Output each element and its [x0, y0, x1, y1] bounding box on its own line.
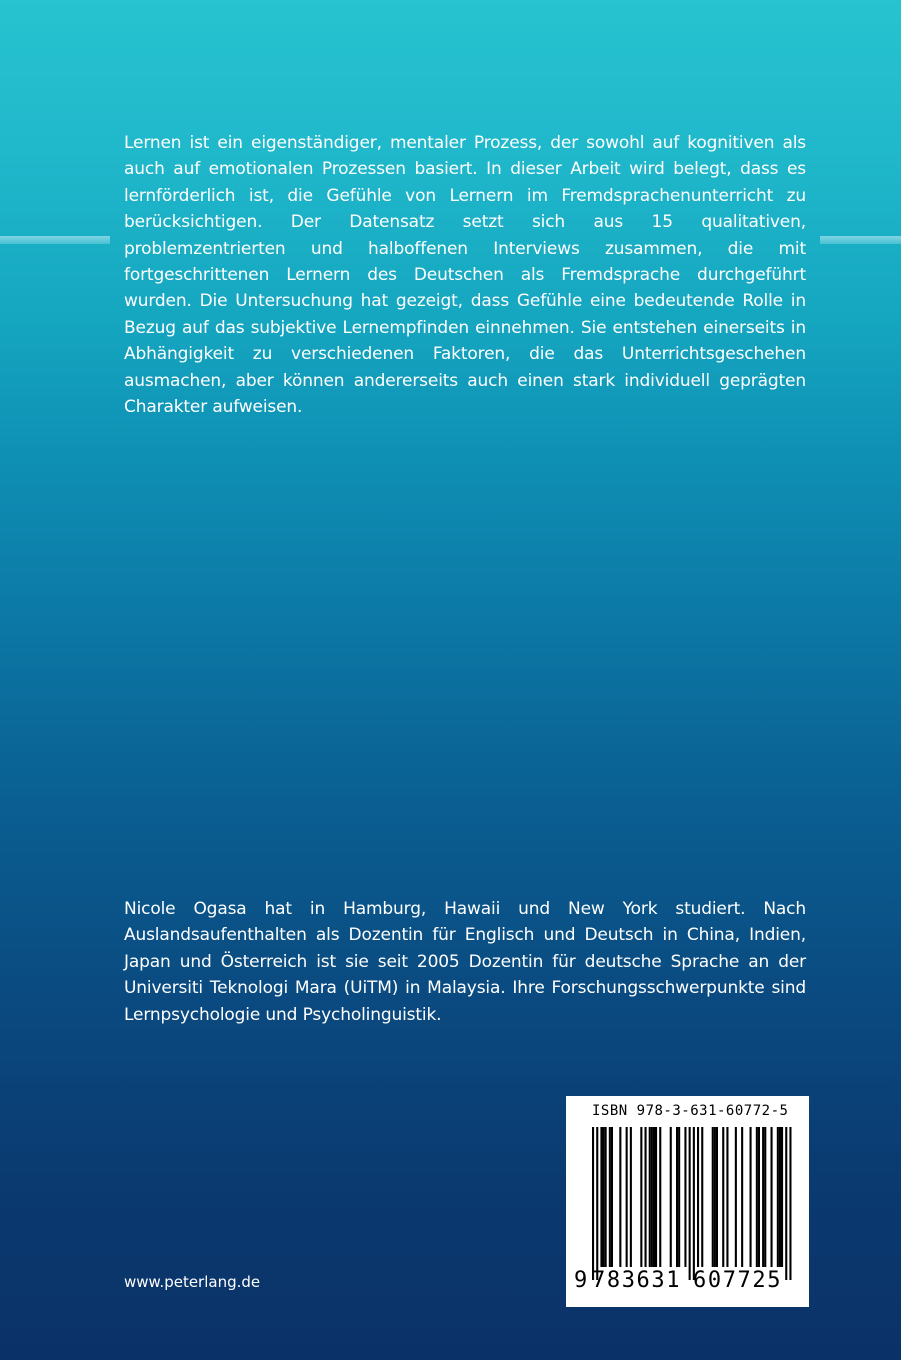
barcode-bar	[771, 1127, 773, 1267]
barcode-bar	[603, 1127, 605, 1267]
barcode-bar	[785, 1127, 787, 1280]
barcode-bar	[645, 1127, 647, 1267]
abstract-text: Lernen ist ein eigenständiger, mentaler Prozess, der sowohl auf kognitiven als auch auf emotionalen Prozessen basiert. In dieser Arbeit wird belegt, dass es lernförderlich ist, die Gefühle von Lernern im Fremdsprachenunterricht zu berücksichtigen. Der Datensatz setzt sich aus 15 qualitativen, problemzentrierten und halboffenen Interviews zusammen, die mit fortgeschrittenen Lernern des Deutschen als Fremdsprache durchgeführt wurden. Die Untersuchung hat gezeigt, dass Gefühle eine bedeutende Rolle in Bezug auf das subjektive Lernempfinden einnehmen. Sie entstehen einerseits in Abhängigkeit zu verschiedenen Faktoren, die das Unterrichtsgeschehen ausmachen, aber können andererseits auch einen stark individuell geprägten Charakter aufweisen.	[124, 133, 806, 418]
barcode-bar	[640, 1127, 642, 1267]
barcode-bar	[609, 1127, 611, 1267]
barcode-bar	[684, 1127, 686, 1267]
barcode-bar	[779, 1127, 781, 1267]
barcode-bar	[762, 1127, 764, 1267]
decorative-stripe-right	[820, 236, 901, 244]
barcode-bar	[756, 1127, 758, 1267]
barcode-bar	[626, 1127, 628, 1267]
barcode-bar	[722, 1127, 724, 1267]
barcode-bar	[781, 1127, 783, 1267]
barcode-bar	[611, 1127, 613, 1267]
barcode-bar	[630, 1127, 632, 1267]
barcode-digits-right: 607725	[693, 1268, 783, 1293]
isbn-barcode	[566, 1096, 809, 1307]
barcode-bar	[693, 1127, 695, 1280]
barcode-bar	[651, 1127, 653, 1267]
barcode-bar	[758, 1127, 760, 1267]
barcode-bar	[789, 1127, 791, 1280]
barcode-bar	[701, 1127, 703, 1267]
barcode-bar	[655, 1127, 657, 1267]
barcode-bar	[712, 1127, 714, 1267]
barcode-bar	[741, 1127, 743, 1267]
publisher-website: www.peterlang.de	[124, 1273, 261, 1291]
barcode-bar	[735, 1127, 737, 1267]
author-bio: Nicole Ogasa hat in Hamburg, Hawaii und New York studiert. Nach Auslandsaufenthalten als Dozentin für Englisch und Deutsch in China, Indien, Japan und Österreich ist sie seit 2005 Dozentin für deutsche Sprache an der Universiti Teknologi Mara (UiTM) in Malaysia. Ihre Forschungsschwerpunkte sind Lernpsychologie und Psycholinguistik.	[124, 899, 806, 1025]
barcode-bar	[726, 1127, 728, 1267]
barcode-bar	[600, 1127, 602, 1267]
decorative-stripe-left	[0, 236, 110, 244]
barcode-bar	[716, 1127, 718, 1267]
barcode-bar	[596, 1127, 598, 1280]
barcode-bar	[619, 1127, 621, 1267]
barcode-bar	[689, 1127, 691, 1280]
barcode-digits-left: 783631	[592, 1268, 682, 1293]
barcode-digit-first: 9	[574, 1268, 588, 1293]
isbn-label: ISBN 978-3-631-60772-5	[592, 1103, 789, 1119]
barcode-bar	[592, 1127, 594, 1280]
barcode-bar	[714, 1127, 716, 1267]
barcode-bar	[659, 1127, 661, 1267]
barcode-bar	[653, 1127, 655, 1267]
barcode-bar	[676, 1127, 678, 1267]
barcode-bar	[777, 1127, 779, 1267]
barcode-bar	[764, 1127, 766, 1267]
barcode-bar	[649, 1127, 651, 1267]
barcode-bar	[605, 1127, 607, 1267]
barcode-bar	[750, 1127, 752, 1267]
barcode-bar	[678, 1127, 680, 1267]
barcode-bar	[697, 1127, 699, 1267]
barcode-bar	[670, 1127, 672, 1267]
